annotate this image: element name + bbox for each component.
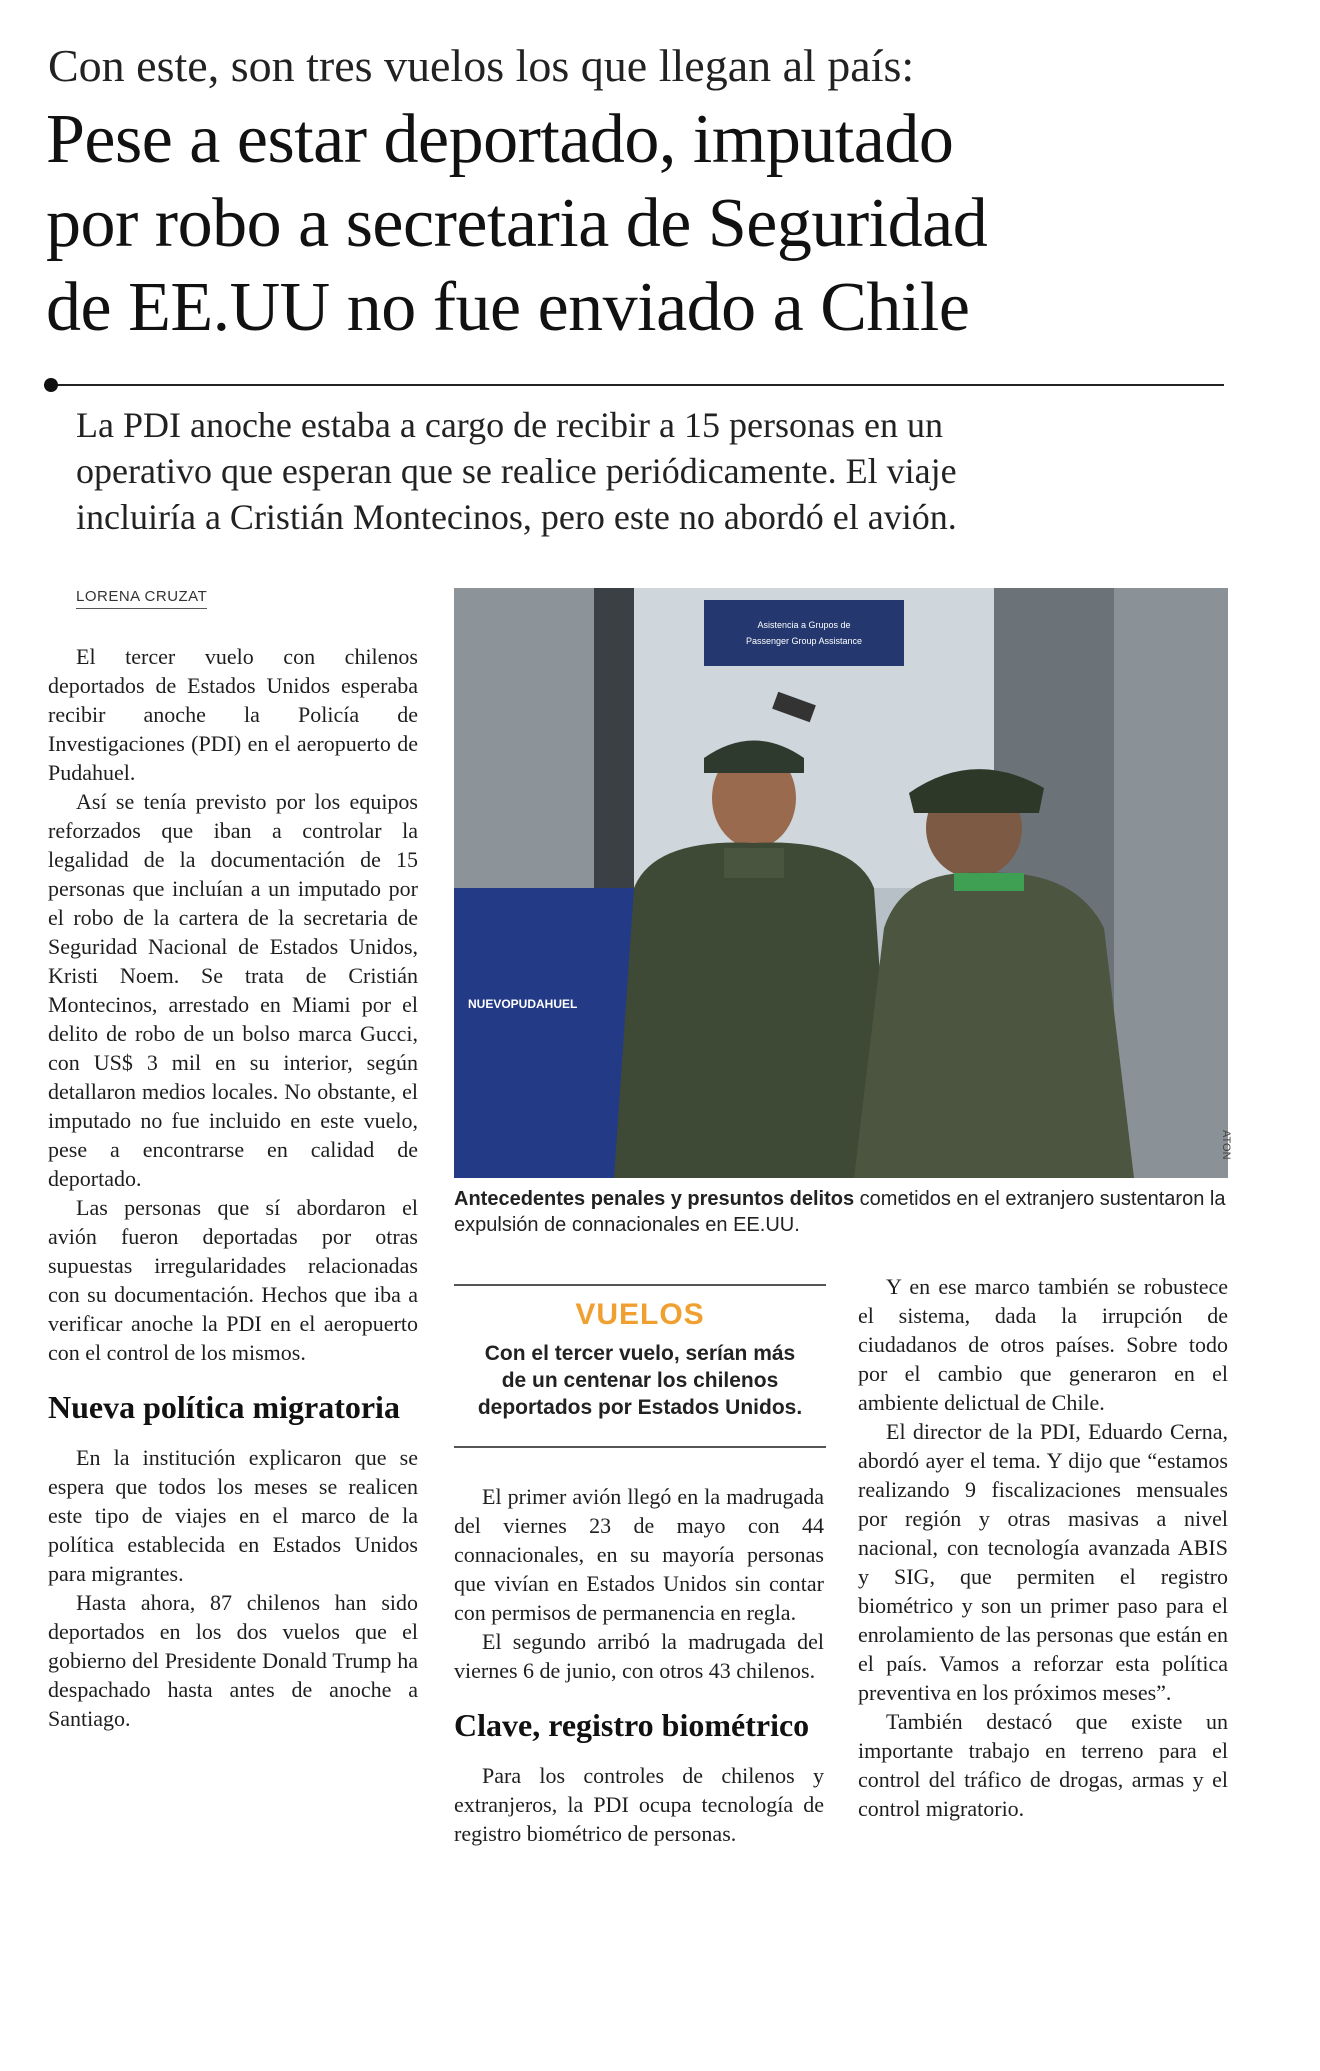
subheadline-line: operativo que esperan que se realice periódicamente. El viaje xyxy=(76,451,957,491)
subheadline-line: incluiría a Cristián Montecinos, pero este no abordó el avión. xyxy=(76,497,957,537)
caption-bold: Antecedentes penales y presuntos delitos xyxy=(454,1188,855,1210)
paragraph: El director de la PDI, Eduardo Cerna, abordó ayer el tema. Y dijo que “estamos realizando 9 fiscalizaciones mensuales por región y otras masivas a nivel nacional, con tecnología avanzada ABIS y SIG, que permiten el registro biométrico y son un primer paso para el enrolamiento de las personas que están en el país. Vamos a reforzar esta política preventiva en los próximos meses”. xyxy=(858,1419,1228,1705)
highlight-box-text: Con el tercer vuelo, serían más de un centenar los chilenos deportados por Estados Unidos. xyxy=(477,1342,803,1419)
paragraph: Hasta ahora, 87 chilenos han sido deportados en los dos vuelos que el gobierno del Presidente Donald Trump ha despachado hasta antes de anoche a Santiago. xyxy=(48,1590,418,1731)
section-subhead: Nueva política migratoria xyxy=(48,1389,400,1425)
photo-credit: ATON xyxy=(1220,1130,1232,1160)
svg-text:Passenger Group Assistance: Passenger Group Assistance xyxy=(745,636,863,646)
paragraph: El primer avión llegó en la madrugada del viernes 23 de mayo con 44 connacionales, en su mayoría personas que vivían en Estados Unidos sin contar con permisos de permanencia en regla. xyxy=(454,1484,824,1625)
subheadline-line: La PDI anoche estaba a cargo de recibir a 15 personas en un xyxy=(76,405,943,445)
paragraph: El segundo arribó la madrugada del viernes 6 de junio, con otros 43 chilenos. xyxy=(454,1629,824,1683)
caption-text: cometidos en el extranjero sustentaron la expulsión de connacionales en EE.UU. xyxy=(454,1188,1226,1236)
paragraph: Así se tenía previsto por los equipos reforzados que iban a controlar la legalidad de la documentación de 15 personas que incluían a un imputado por el robo de la cartera de la secretaria de Seguridad Nacional de Estados Unidos, Kristi Noem. Se trata de Cristián Montecinos, arrestado en Miami por el delito de robo de un bolso marca Gucci, con US$ 3 mil en su interior, según detallaron medios locales. No obstante, el imputado no fue incluido en este vuelo, pese a encontrarse en calidad de deportado. xyxy=(48,789,418,1191)
article-column-1 xyxy=(48,642,418,1733)
sign-text: Asistencia a Grupos de xyxy=(757,620,851,630)
bullet-dot-icon xyxy=(44,378,58,392)
headline-line: de EE.UU no fue enviado a Chile xyxy=(46,269,970,346)
brand-text: NUEVOPUDAHUEL xyxy=(468,997,578,1011)
paragraph: También destacó que existe un importante trabajo en terreno para el control del tráfico de drogas, armas y el control migratorio. xyxy=(858,1709,1228,1821)
headline-line: Pese a estar deportado, imputado xyxy=(46,101,954,178)
paragraph: Las personas que sí abordaron el avión fueron deportadas por otras supuestas irregularidades relacionadas con su documentación. Hechos que iba a verificar anoche la PDI en el aeropuerto con el control de los mismos. xyxy=(48,1195,418,1365)
highlight-box xyxy=(454,1284,826,1448)
kicker: Con este, son tres vuelos los que llegan al país: xyxy=(48,40,915,91)
headline xyxy=(46,98,1286,350)
paragraph: En la institución explicaron que se espera que todos los meses se realicen este tipo de viajes en el marco de la política establecida en Estados Unidos para migrantes. xyxy=(48,1445,418,1586)
headline-line: por robo a secretaria de Seguridad xyxy=(46,185,988,262)
article-column-2 xyxy=(454,1482,824,1848)
divider-rule xyxy=(44,384,1224,386)
highlight-box-title: VUELOS xyxy=(575,1298,705,1331)
paragraph: El tercer vuelo con chilenos deportados de Estados Unidos esperaba recibir anoche la Policía de Investigaciones (PDI) en el aeropuerto de Pudahuel. xyxy=(48,644,418,785)
photo-illustration xyxy=(454,588,1228,1178)
article-column-3 xyxy=(858,1272,1228,1823)
byline: LORENA CRUZAT xyxy=(76,588,207,609)
photo-caption xyxy=(454,1186,1228,1238)
paragraph: Y en ese marco también se robustece el sistema, dada la irrupción de ciudadanos de otros países. Sobre todo por el cambio que generaron en el ambiente delictual de Chile. xyxy=(858,1274,1228,1415)
section-subhead: Clave, registro biométrico xyxy=(454,1707,810,1743)
subheadline xyxy=(76,402,1266,540)
paragraph: Para los controles de chilenos y extranjeros, la PDI ocupa tecnología de registro biométrico de personas. xyxy=(454,1763,824,1846)
news-photo xyxy=(454,588,1228,1178)
